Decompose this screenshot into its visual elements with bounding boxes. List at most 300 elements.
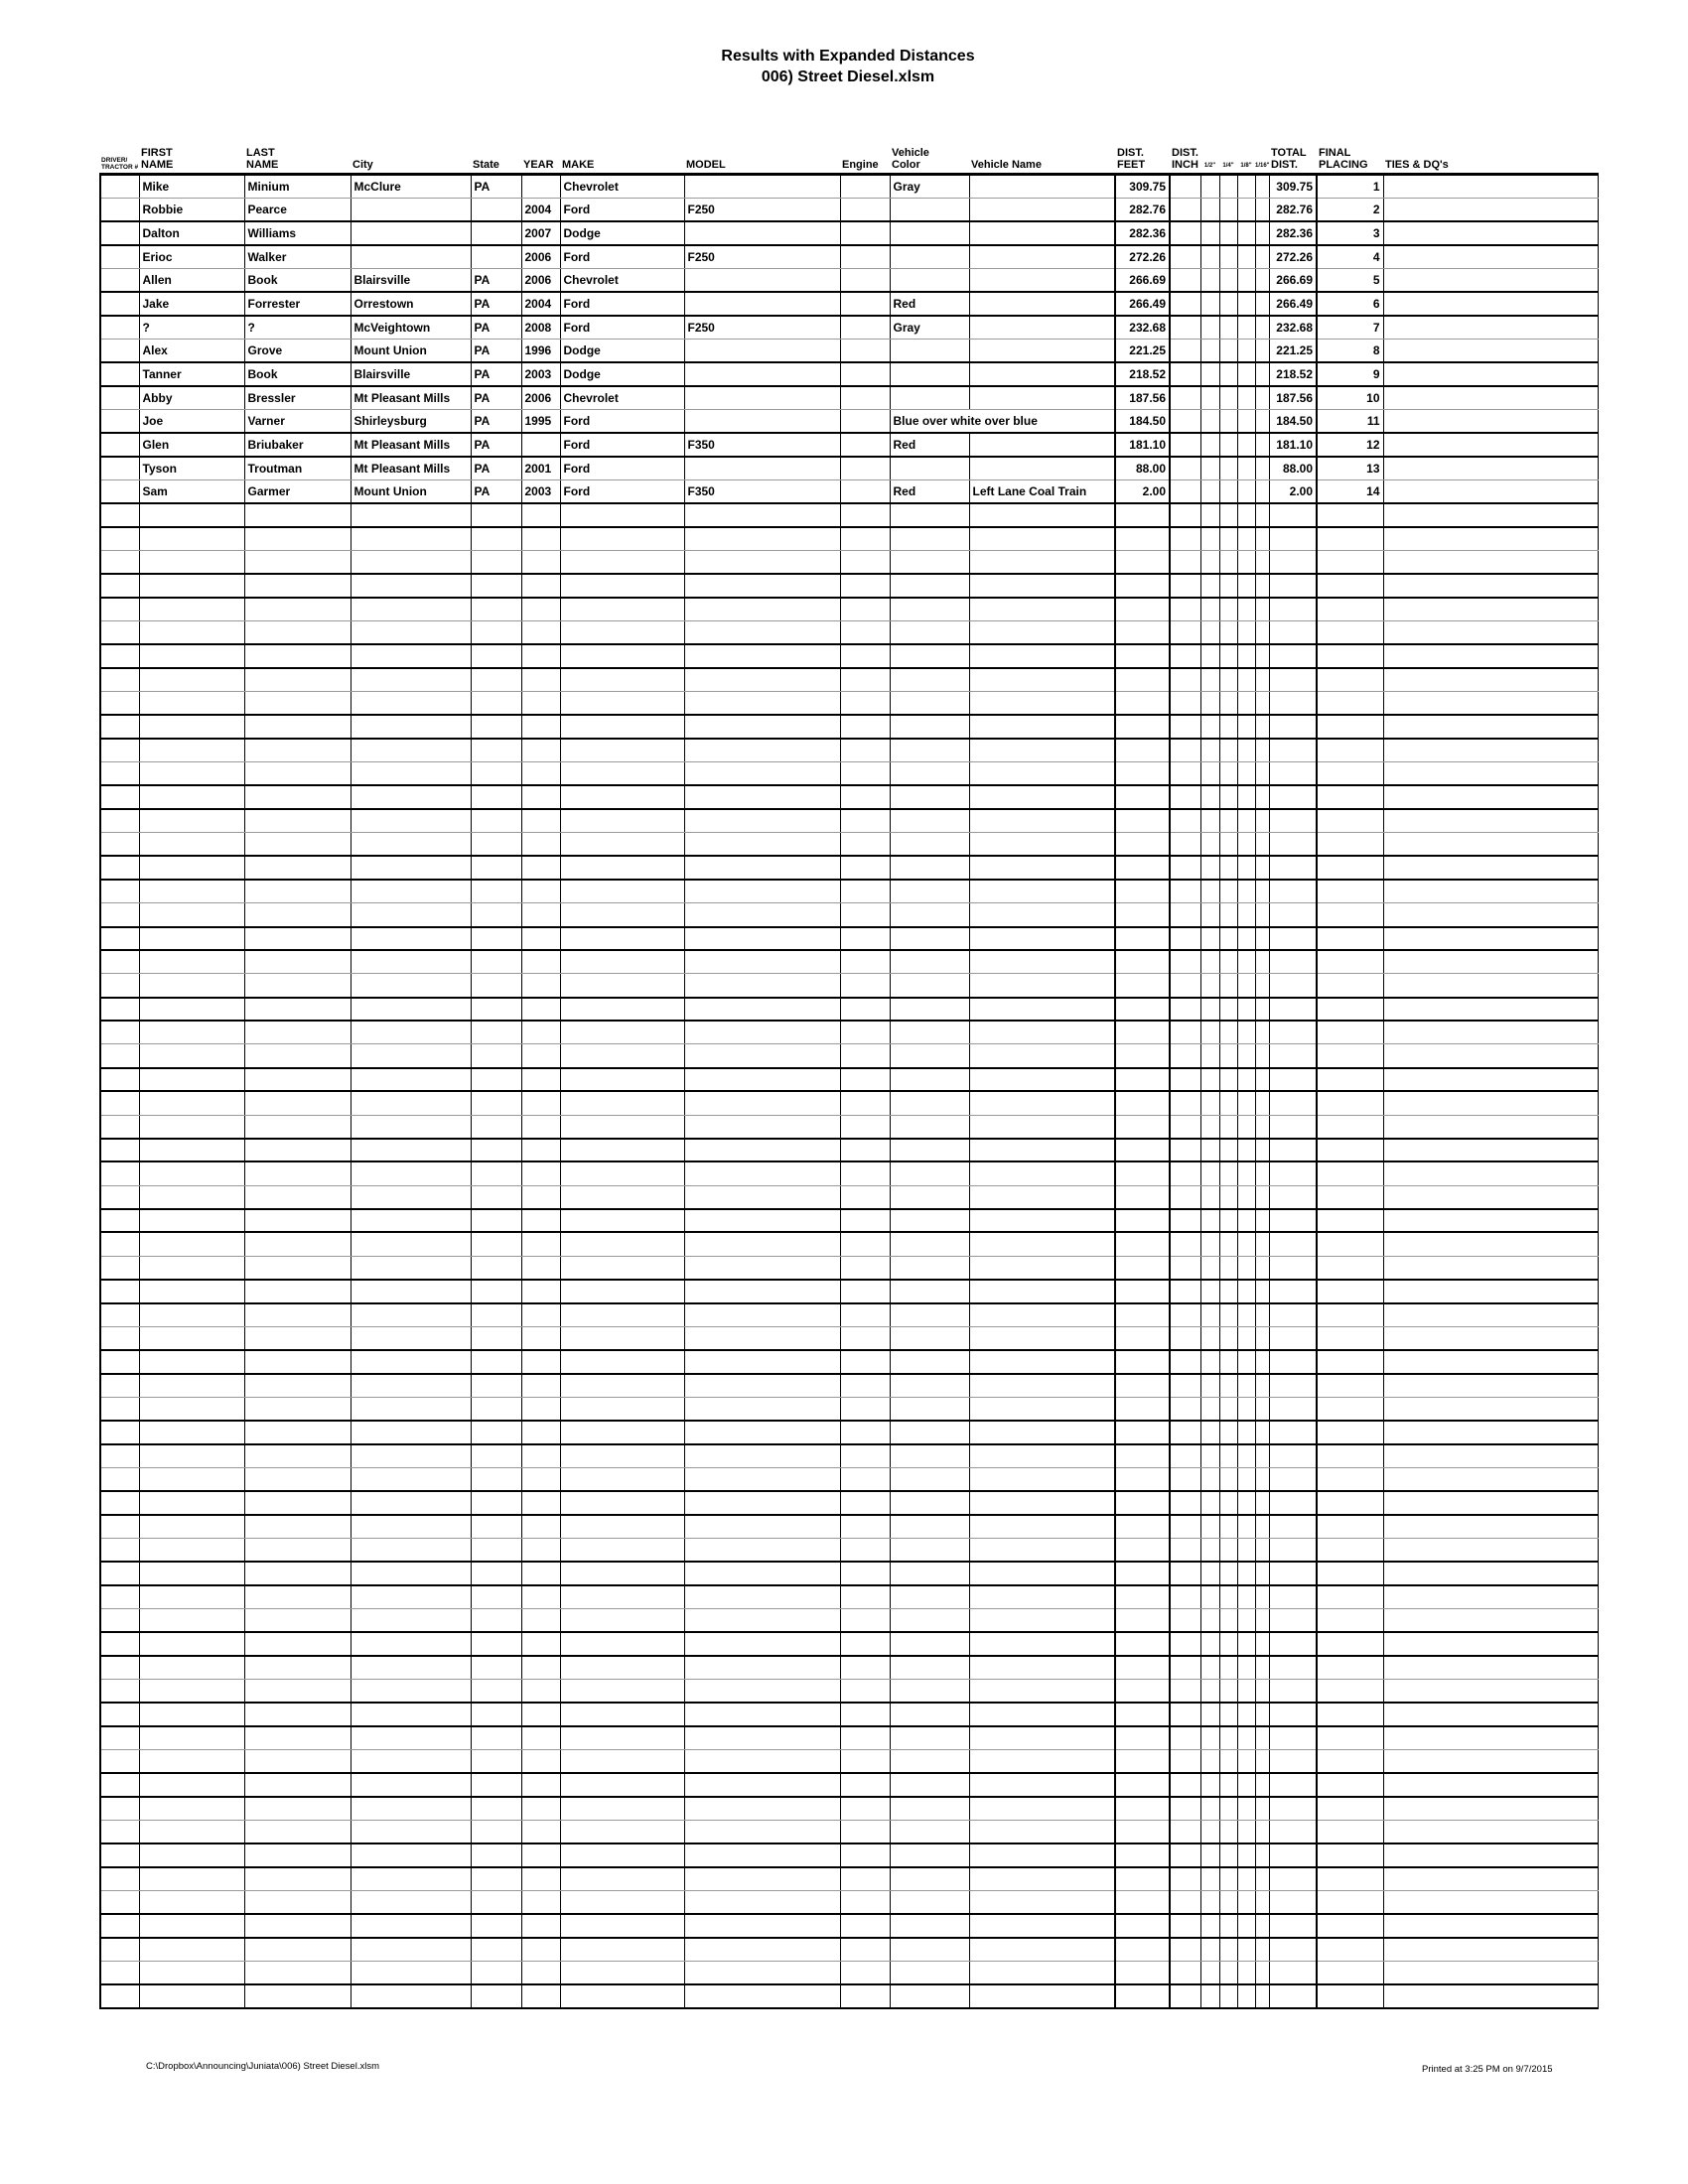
table-row-empty xyxy=(100,1962,1598,1985)
table-row-empty xyxy=(100,644,1598,668)
cell-sixteenth_inch xyxy=(1255,950,1269,974)
cell-quarter_inch xyxy=(1219,833,1237,857)
cell-city xyxy=(351,1680,471,1704)
cell-final_placing xyxy=(1317,1608,1383,1632)
cell-sixteenth_inch xyxy=(1255,1256,1269,1280)
cell-first_name: Mike xyxy=(139,175,244,199)
header-cell-state: State xyxy=(471,147,521,175)
cell-engine xyxy=(840,1444,890,1468)
cell-city xyxy=(351,1068,471,1092)
cell-sixteenth_inch xyxy=(1255,1303,1269,1327)
cell-model xyxy=(684,221,840,245)
cell-color xyxy=(890,1139,969,1162)
cell-first_name: Tyson xyxy=(139,457,244,480)
cell-first_name xyxy=(139,1091,244,1115)
cell-year: 2004 xyxy=(521,292,560,316)
cell-model xyxy=(684,644,840,668)
cell-state xyxy=(471,574,521,598)
cell-last_name: Book xyxy=(244,268,351,292)
cell-ties xyxy=(1383,739,1598,762)
cell-ties xyxy=(1383,927,1598,951)
cell-state: PA xyxy=(471,268,521,292)
cell-model xyxy=(684,1303,840,1327)
cell-sixteenth_inch xyxy=(1255,1115,1269,1139)
cell-total_dist: 266.69 xyxy=(1269,268,1317,292)
cell-dist_inch xyxy=(1170,1209,1200,1233)
cell-first_name xyxy=(139,833,244,857)
cell-quarter_inch xyxy=(1219,715,1237,739)
cell-total_dist xyxy=(1269,833,1317,857)
cell-dist_feet xyxy=(1115,1421,1170,1444)
cell-color xyxy=(890,1797,969,1821)
cell-ties xyxy=(1383,692,1598,716)
cell-quarter_inch xyxy=(1219,1914,1237,1938)
cell-quarter_inch xyxy=(1219,1326,1237,1350)
cell-engine xyxy=(840,386,890,410)
cell-city xyxy=(351,1538,471,1562)
cell-city xyxy=(351,927,471,951)
cell-half_inch xyxy=(1200,1750,1219,1774)
cell-color xyxy=(890,1632,969,1656)
cell-engine xyxy=(840,527,890,551)
cell-last_name xyxy=(244,1984,351,2008)
cell-make: Dodge xyxy=(560,221,684,245)
cell-tractor xyxy=(100,1280,139,1303)
cell-eighth_inch xyxy=(1237,762,1255,786)
cell-color xyxy=(890,198,969,221)
cell-sixteenth_inch xyxy=(1255,1656,1269,1680)
table-row-empty xyxy=(100,1867,1598,1891)
cell-tractor xyxy=(100,1256,139,1280)
cell-quarter_inch xyxy=(1219,292,1237,316)
table-row-empty xyxy=(100,1491,1598,1515)
cell-final_placing xyxy=(1317,1209,1383,1233)
cell-eighth_inch xyxy=(1237,1068,1255,1092)
cell-color xyxy=(890,715,969,739)
cell-dist_inch xyxy=(1170,1280,1200,1303)
cell-last_name xyxy=(244,1068,351,1092)
cell-model xyxy=(684,1491,840,1515)
cell-final_placing xyxy=(1317,1585,1383,1609)
cell-final_placing xyxy=(1317,1421,1383,1444)
cell-vehicle_name xyxy=(969,739,1115,762)
cell-quarter_inch xyxy=(1219,856,1237,880)
cell-sixteenth_inch xyxy=(1255,1397,1269,1421)
cell-make: Ford xyxy=(560,409,684,433)
cell-engine xyxy=(840,809,890,833)
cell-year xyxy=(521,668,560,692)
cell-tractor xyxy=(100,175,139,199)
cell-dist_inch xyxy=(1170,503,1200,527)
cell-dist_inch xyxy=(1170,1821,1200,1844)
cell-model xyxy=(684,1703,840,1726)
cell-sixteenth_inch xyxy=(1255,268,1269,292)
table-row-empty xyxy=(100,1326,1598,1350)
cell-state xyxy=(471,1021,521,1044)
cell-quarter_inch xyxy=(1219,998,1237,1022)
cell-eighth_inch xyxy=(1237,1115,1255,1139)
cell-make xyxy=(560,1374,684,1398)
cell-final_placing xyxy=(1317,1397,1383,1421)
table-row-empty xyxy=(100,1021,1598,1044)
cell-dist_inch xyxy=(1170,339,1200,362)
cell-tractor xyxy=(100,503,139,527)
cell-quarter_inch xyxy=(1219,1938,1237,1962)
cell-engine xyxy=(840,1397,890,1421)
cell-half_inch xyxy=(1200,856,1219,880)
cell-last_name xyxy=(244,1256,351,1280)
cell-final_placing xyxy=(1317,833,1383,857)
cell-vehicle_name xyxy=(969,856,1115,880)
table-row-empty xyxy=(100,1139,1598,1162)
cell-last_name xyxy=(244,785,351,809)
cell-state: PA xyxy=(471,409,521,433)
cell-engine xyxy=(840,1515,890,1539)
cell-eighth_inch xyxy=(1237,1773,1255,1797)
cell-last_name xyxy=(244,668,351,692)
cell-make xyxy=(560,1703,684,1726)
cell-city xyxy=(351,1044,471,1068)
cell-tractor xyxy=(100,1797,139,1821)
cell-eighth_inch xyxy=(1237,1703,1255,1726)
cell-half_inch xyxy=(1200,198,1219,221)
cell-final_placing xyxy=(1317,1068,1383,1092)
cell-first_name xyxy=(139,1797,244,1821)
cell-ties xyxy=(1383,551,1598,575)
cell-quarter_inch xyxy=(1219,175,1237,199)
cell-vehicle_name xyxy=(969,221,1115,245)
cell-quarter_inch xyxy=(1219,739,1237,762)
cell-total_dist xyxy=(1269,1397,1317,1421)
cell-city xyxy=(351,809,471,833)
table-row-empty xyxy=(100,927,1598,951)
cell-eighth_inch xyxy=(1237,1656,1255,1680)
cell-total_dist xyxy=(1269,1350,1317,1374)
cell-city: McVeightown xyxy=(351,316,471,340)
cell-color xyxy=(890,386,969,410)
cell-quarter_inch xyxy=(1219,1444,1237,1468)
table-row xyxy=(100,457,1598,480)
cell-model xyxy=(684,880,840,903)
cell-dist_inch xyxy=(1170,1608,1200,1632)
cell-half_inch xyxy=(1200,292,1219,316)
cell-dist_feet: 282.36 xyxy=(1115,221,1170,245)
cell-last_name xyxy=(244,1515,351,1539)
cell-total_dist xyxy=(1269,1326,1317,1350)
cell-engine xyxy=(840,1350,890,1374)
cell-tractor xyxy=(100,1515,139,1539)
page-title-line2: 006) Street Diesel.xlsm xyxy=(761,68,935,85)
cell-sixteenth_inch xyxy=(1255,927,1269,951)
table-row-empty xyxy=(100,1750,1598,1774)
cell-city: Orrestown xyxy=(351,292,471,316)
cell-make xyxy=(560,1021,684,1044)
cell-ties xyxy=(1383,1185,1598,1209)
header-cell-color: Vehicle Color xyxy=(890,147,969,175)
cell-engine xyxy=(840,1656,890,1680)
cell-state xyxy=(471,1491,521,1515)
cell-dist_inch xyxy=(1170,1703,1200,1726)
cell-first_name xyxy=(139,1209,244,1233)
table-row-empty xyxy=(100,1984,1598,2008)
cell-state xyxy=(471,1821,521,1844)
cell-year xyxy=(521,1091,560,1115)
cell-ties xyxy=(1383,833,1598,857)
cell-tractor xyxy=(100,927,139,951)
cell-ties xyxy=(1383,1632,1598,1656)
cell-first_name xyxy=(139,1139,244,1162)
cell-model xyxy=(684,574,840,598)
cell-tractor xyxy=(100,362,139,386)
cell-state xyxy=(471,1867,521,1891)
cell-year xyxy=(521,1326,560,1350)
cell-eighth_inch xyxy=(1237,574,1255,598)
cell-first_name xyxy=(139,668,244,692)
cell-sixteenth_inch xyxy=(1255,1750,1269,1774)
cell-make xyxy=(560,503,684,527)
cell-final_placing xyxy=(1317,1444,1383,1468)
cell-tractor xyxy=(100,1021,139,1044)
cell-engine xyxy=(840,833,890,857)
cell-state xyxy=(471,1797,521,1821)
cell-make xyxy=(560,1608,684,1632)
cell-year xyxy=(521,903,560,927)
cell-year xyxy=(521,503,560,527)
cell-state xyxy=(471,1843,521,1867)
cell-tractor xyxy=(100,1962,139,1985)
cell-dist_inch xyxy=(1170,1515,1200,1539)
table-row-empty xyxy=(100,1350,1598,1374)
cell-ties xyxy=(1383,785,1598,809)
cell-engine xyxy=(840,692,890,716)
cell-final_placing: 3 xyxy=(1317,221,1383,245)
cell-quarter_inch xyxy=(1219,1068,1237,1092)
cell-make: Chevrolet xyxy=(560,386,684,410)
cell-first_name xyxy=(139,1161,244,1185)
cell-year xyxy=(521,1467,560,1491)
cell-model xyxy=(684,1280,840,1303)
cell-final_placing xyxy=(1317,998,1383,1022)
cell-model xyxy=(684,1867,840,1891)
cell-total_dist xyxy=(1269,785,1317,809)
cell-tractor xyxy=(100,1491,139,1515)
cell-sixteenth_inch xyxy=(1255,974,1269,998)
cell-eighth_inch xyxy=(1237,1350,1255,1374)
cell-city xyxy=(351,1515,471,1539)
cell-half_inch xyxy=(1200,1350,1219,1374)
cell-first_name: Abby xyxy=(139,386,244,410)
cell-total_dist xyxy=(1269,1139,1317,1162)
cell-engine xyxy=(840,1984,890,2008)
cell-ties xyxy=(1383,715,1598,739)
cell-vehicle_name xyxy=(969,175,1115,199)
cell-sixteenth_inch xyxy=(1255,1938,1269,1962)
cell-state xyxy=(471,833,521,857)
cell-quarter_inch xyxy=(1219,1703,1237,1726)
cell-make xyxy=(560,1867,684,1891)
cell-engine xyxy=(840,903,890,927)
cell-ties xyxy=(1383,1350,1598,1374)
cell-dist_inch xyxy=(1170,950,1200,974)
cell-ties xyxy=(1383,856,1598,880)
table-row xyxy=(100,479,1598,503)
cell-state xyxy=(471,739,521,762)
cell-engine xyxy=(840,1021,890,1044)
cell-color xyxy=(890,1867,969,1891)
cell-sixteenth_inch xyxy=(1255,339,1269,362)
cell-half_inch xyxy=(1200,1821,1219,1844)
cell-quarter_inch xyxy=(1219,1585,1237,1609)
cell-engine xyxy=(840,574,890,598)
cell-tractor xyxy=(100,1232,139,1256)
cell-make xyxy=(560,785,684,809)
cell-last_name xyxy=(244,1797,351,1821)
cell-quarter_inch xyxy=(1219,785,1237,809)
cell-state xyxy=(471,1750,521,1774)
cell-model xyxy=(684,1256,840,1280)
cell-year xyxy=(521,1962,560,1985)
cell-final_placing xyxy=(1317,1021,1383,1044)
cell-color xyxy=(890,1962,969,1985)
cell-model xyxy=(684,1962,840,1985)
cell-city xyxy=(351,833,471,857)
cell-vehicle_name xyxy=(969,974,1115,998)
cell-make: Dodge xyxy=(560,339,684,362)
cell-total_dist: 272.26 xyxy=(1269,245,1317,269)
table-row-empty xyxy=(100,1891,1598,1915)
cell-make xyxy=(560,621,684,645)
cell-vehicle_name xyxy=(969,598,1115,621)
cell-ties xyxy=(1383,1161,1598,1185)
cell-vehicle_name xyxy=(969,457,1115,480)
cell-final_placing xyxy=(1317,1891,1383,1915)
cell-vehicle_name xyxy=(969,1726,1115,1750)
cell-engine xyxy=(840,339,890,362)
cell-state xyxy=(471,1374,521,1398)
cell-total_dist xyxy=(1269,551,1317,575)
cell-first_name xyxy=(139,1326,244,1350)
cell-first_name xyxy=(139,1891,244,1915)
cell-quarter_inch xyxy=(1219,1726,1237,1750)
cell-sixteenth_inch xyxy=(1255,1185,1269,1209)
cell-state xyxy=(471,1467,521,1491)
cell-engine xyxy=(840,551,890,575)
cell-total_dist xyxy=(1269,1467,1317,1491)
cell-final_placing xyxy=(1317,1984,1383,2008)
cell-color xyxy=(890,1326,969,1350)
table-row-empty xyxy=(100,715,1598,739)
table-header xyxy=(100,147,1598,175)
cell-dist_feet xyxy=(1115,1068,1170,1092)
cell-final_placing: 1 xyxy=(1317,175,1383,199)
cell-model xyxy=(684,809,840,833)
cell-ties xyxy=(1383,1209,1598,1233)
cell-state xyxy=(471,856,521,880)
cell-engine xyxy=(840,1914,890,1938)
cell-year xyxy=(521,856,560,880)
cell-final_placing xyxy=(1317,950,1383,974)
cell-first_name xyxy=(139,950,244,974)
cell-vehicle_name xyxy=(969,1280,1115,1303)
cell-vehicle_name xyxy=(969,1680,1115,1704)
cell-engine xyxy=(840,457,890,480)
cell-color xyxy=(890,903,969,927)
cell-total_dist xyxy=(1269,1444,1317,1468)
cell-state xyxy=(471,1585,521,1609)
cell-engine xyxy=(840,668,890,692)
cell-ties xyxy=(1383,457,1598,480)
cell-dist_feet xyxy=(1115,950,1170,974)
cell-last_name xyxy=(244,1044,351,1068)
cell-dist_inch xyxy=(1170,1632,1200,1656)
cell-quarter_inch xyxy=(1219,1891,1237,1915)
cell-last_name xyxy=(244,950,351,974)
cell-eighth_inch xyxy=(1237,621,1255,645)
cell-last_name xyxy=(244,1326,351,1350)
cell-eighth_inch xyxy=(1237,974,1255,998)
cell-dist_inch xyxy=(1170,1374,1200,1398)
cell-city xyxy=(351,739,471,762)
cell-first_name xyxy=(139,574,244,598)
cell-city xyxy=(351,856,471,880)
cell-total_dist xyxy=(1269,1632,1317,1656)
cell-final_placing xyxy=(1317,1821,1383,1844)
cell-tractor xyxy=(100,668,139,692)
cell-eighth_inch xyxy=(1237,316,1255,340)
cell-eighth_inch xyxy=(1237,1397,1255,1421)
cell-engine xyxy=(840,221,890,245)
cell-city xyxy=(351,574,471,598)
cell-make: Ford xyxy=(560,479,684,503)
cell-total_dist: 266.49 xyxy=(1269,292,1317,316)
cell-first_name xyxy=(139,1115,244,1139)
cell-city xyxy=(351,1608,471,1632)
cell-quarter_inch xyxy=(1219,527,1237,551)
cell-half_inch xyxy=(1200,903,1219,927)
cell-vehicle_name xyxy=(969,903,1115,927)
cell-state: PA xyxy=(471,457,521,480)
cell-color: Gray xyxy=(890,316,969,340)
header-cell-model: MODEL xyxy=(684,147,840,175)
table-row-empty xyxy=(100,1115,1598,1139)
cell-first_name xyxy=(139,1421,244,1444)
cell-last_name xyxy=(244,1421,351,1444)
cell-dist_inch xyxy=(1170,1068,1200,1092)
cell-dist_inch xyxy=(1170,998,1200,1022)
cell-vehicle_name xyxy=(969,1421,1115,1444)
cell-make xyxy=(560,1797,684,1821)
cell-final_placing xyxy=(1317,880,1383,903)
cell-last_name xyxy=(244,1656,351,1680)
cell-engine xyxy=(840,503,890,527)
cell-color xyxy=(890,551,969,575)
cell-dist_feet xyxy=(1115,1797,1170,1821)
cell-first_name xyxy=(139,1821,244,1844)
cell-last_name xyxy=(244,692,351,716)
table-row-empty xyxy=(100,1843,1598,1867)
cell-quarter_inch xyxy=(1219,1021,1237,1044)
cell-state: PA xyxy=(471,386,521,410)
cell-make xyxy=(560,1726,684,1750)
cell-ties xyxy=(1383,316,1598,340)
cell-color xyxy=(890,362,969,386)
cell-dist_feet xyxy=(1115,1280,1170,1303)
cell-engine xyxy=(840,785,890,809)
cell-sixteenth_inch xyxy=(1255,1773,1269,1797)
cell-make xyxy=(560,1821,684,1844)
cell-ties xyxy=(1383,668,1598,692)
table-row-empty xyxy=(100,785,1598,809)
